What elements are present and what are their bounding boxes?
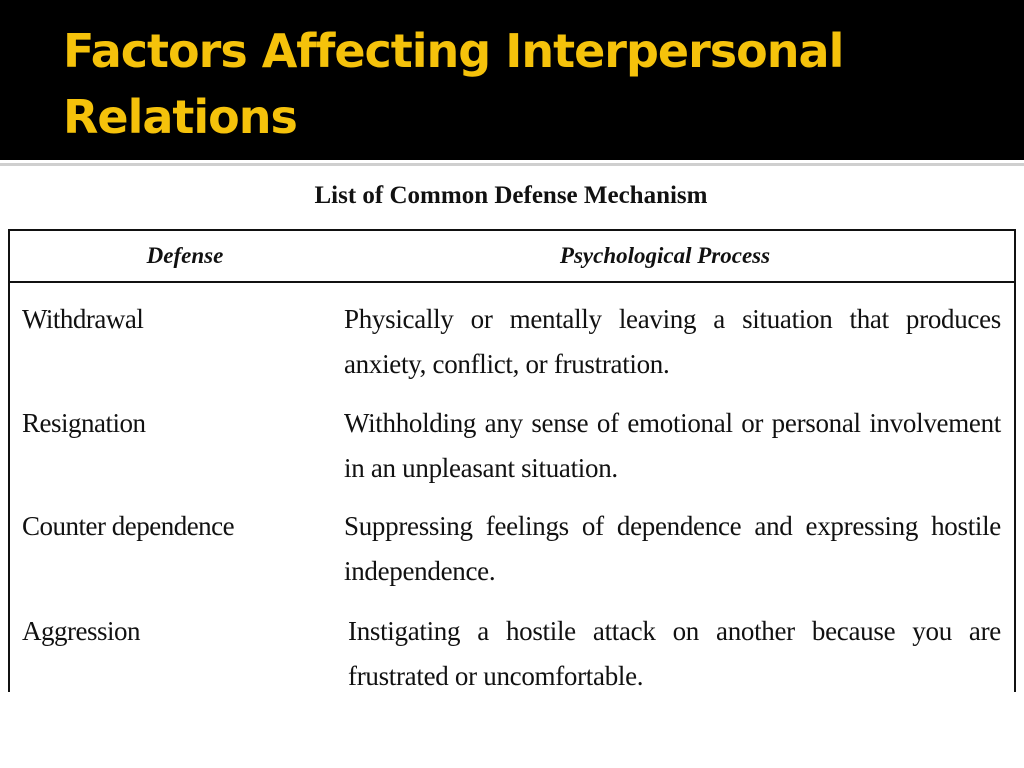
- defense-mechanism-table: [8, 229, 1016, 692]
- defense-cell: Withdrawal: [22, 304, 144, 334]
- process-cell: Instigating a hostile attack on another because you are frustrated or uncomfortable.: [348, 616, 1001, 691]
- process-cell: Physically or mentally leaving a situation that produces anxiety, conflict, or frustration.: [344, 304, 1001, 379]
- column-header-process: Psychological Process: [559, 243, 771, 268]
- process-cell: Suppressing feelings of dependence and expressing hostile independence.: [344, 511, 1001, 586]
- defense-cell: Aggression: [22, 616, 140, 646]
- table-caption-text: List of Common Defense Mechanism: [314, 182, 708, 209]
- slide-title: Factors Affecting Interpersonal Relations: [63, 24, 844, 144]
- defense-cell: Resignation: [22, 408, 146, 438]
- defense-cell: Counter dependence: [22, 511, 235, 541]
- column-header-defense: Defense: [146, 243, 224, 268]
- process-cell: Withholding any sense of emotional or personal involvement in an unpleasant situation.: [344, 408, 1001, 483]
- table-header-row: [10, 229, 1014, 283]
- table-caption: [0, 180, 1024, 212]
- title-bar: [0, 0, 1024, 160]
- title-divider: [0, 163, 1024, 166]
